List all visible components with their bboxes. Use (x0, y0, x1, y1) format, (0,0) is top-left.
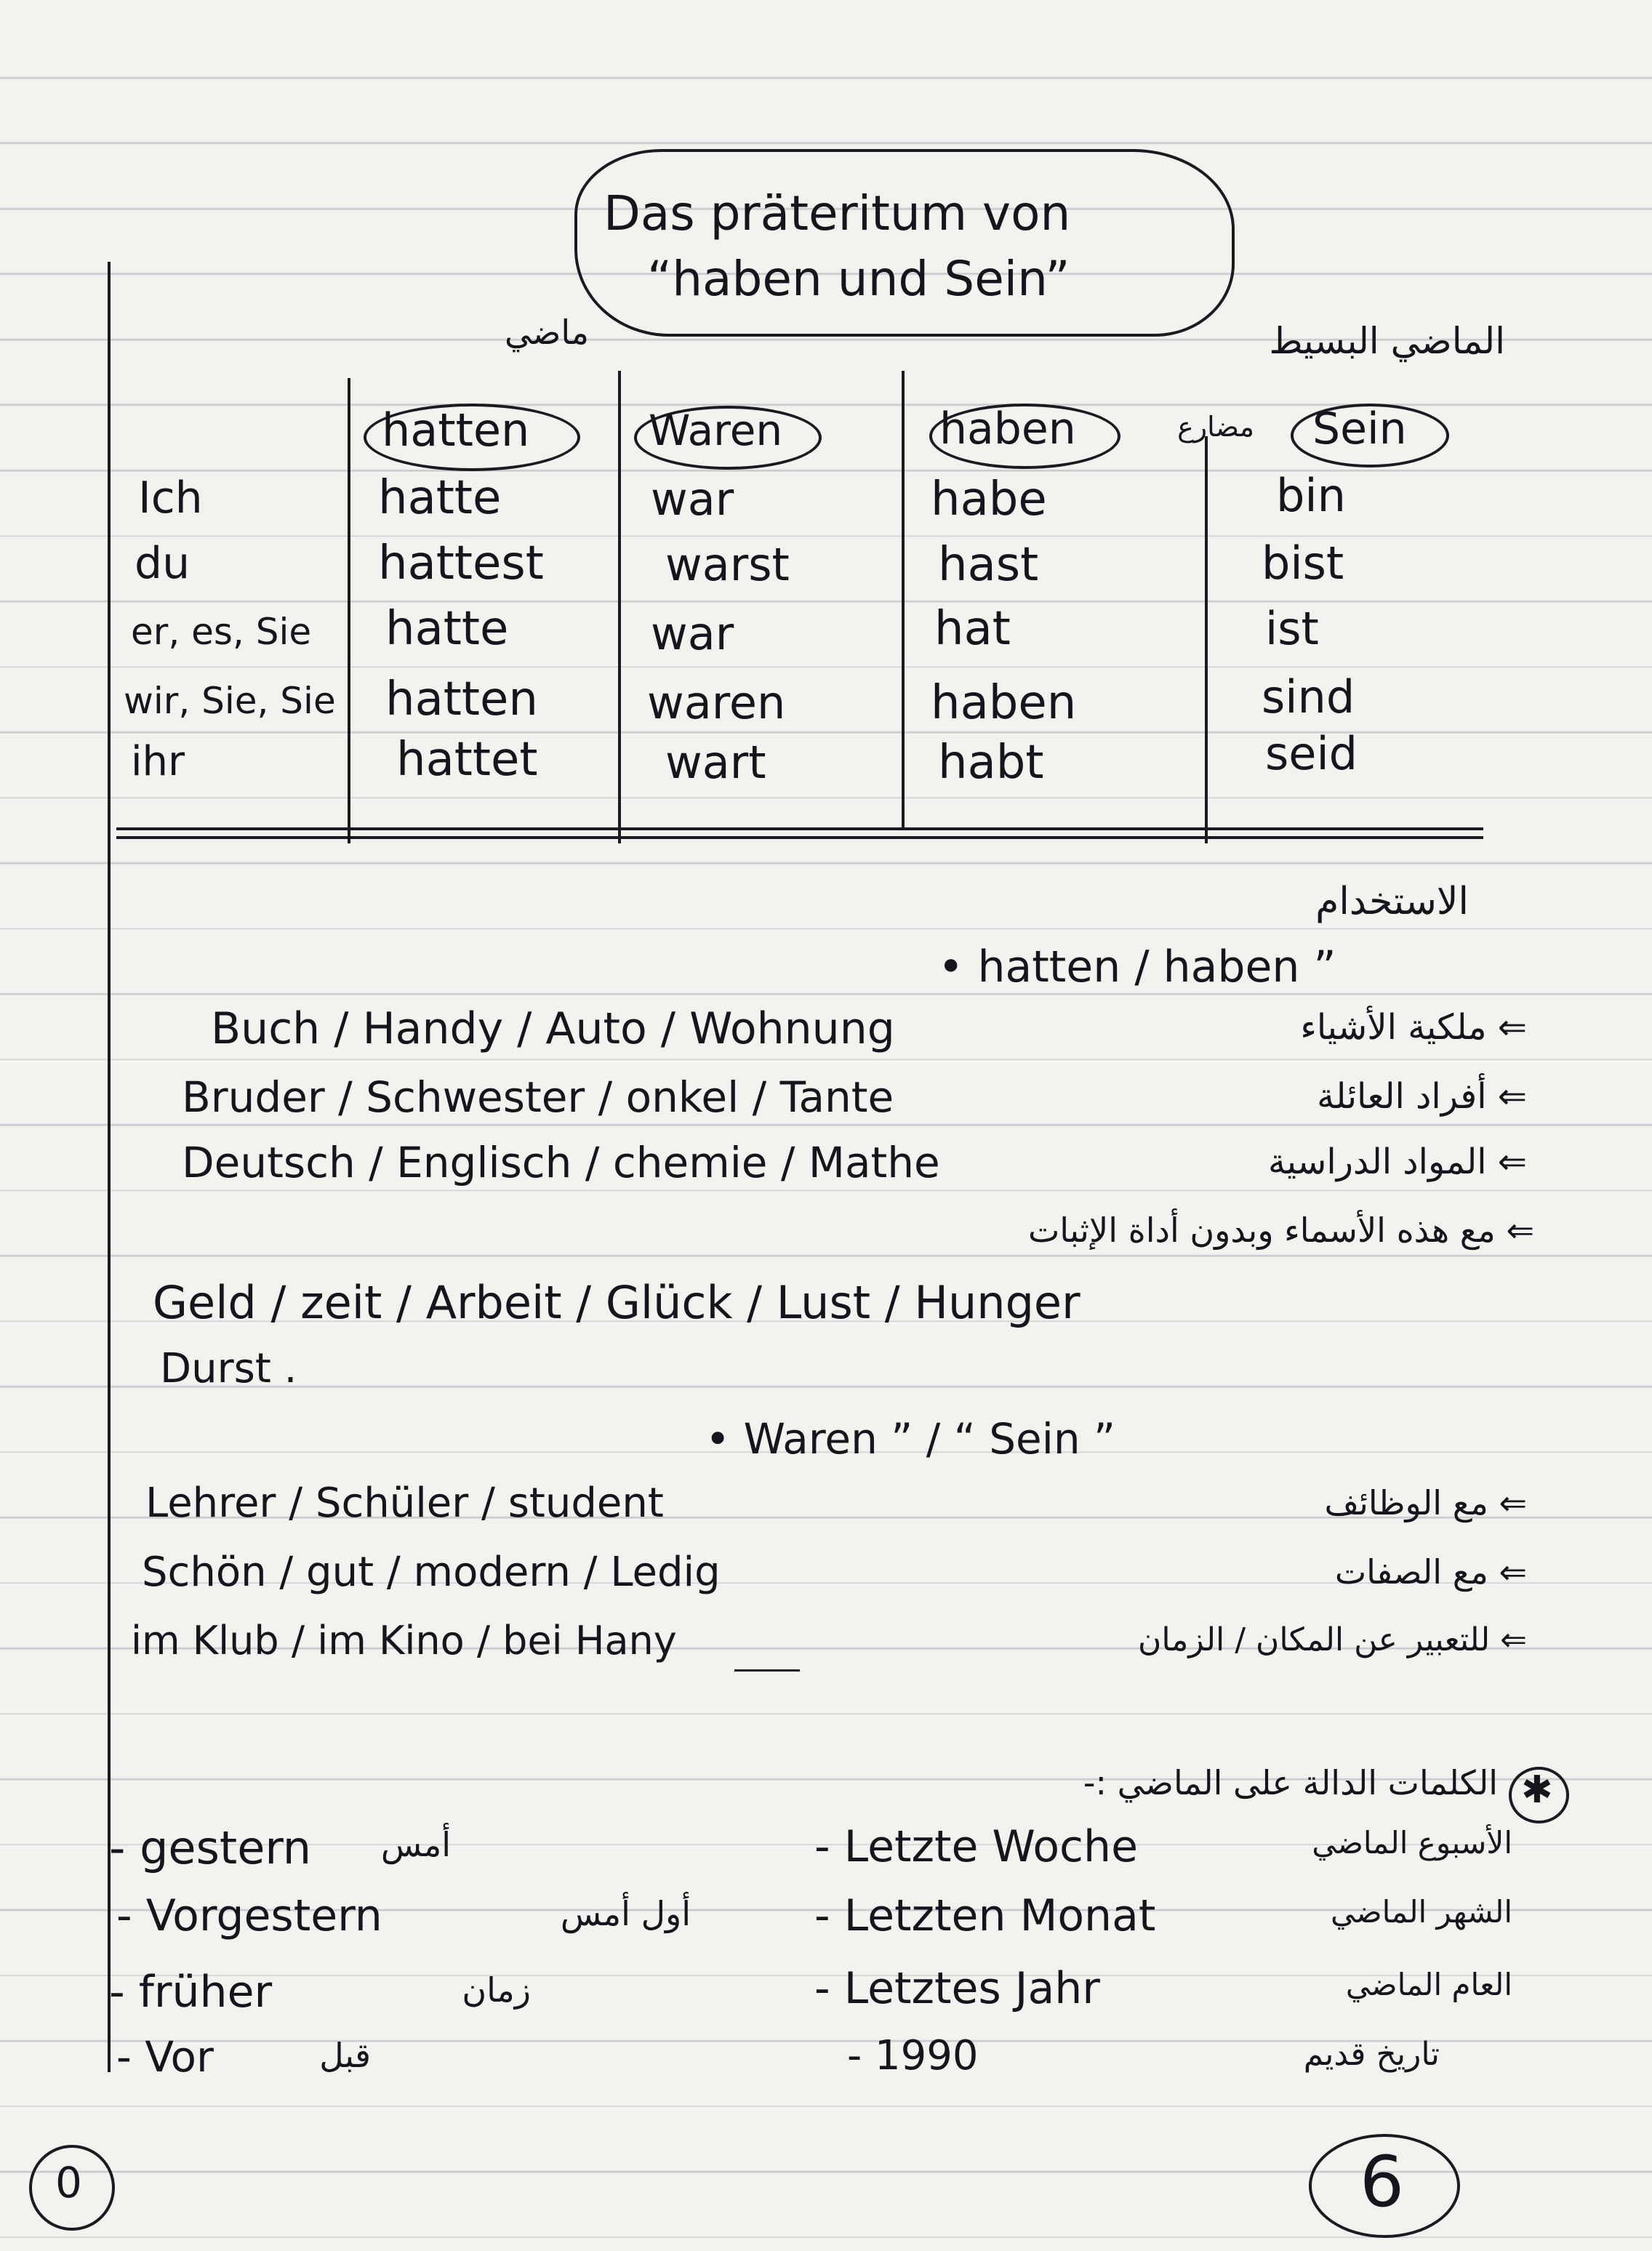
past-word-gestern: - gestern (109, 1821, 312, 1874)
table-col-divider-1 (348, 378, 350, 843)
past-word-letzte-woche: - Letzte Woche (814, 1821, 1138, 1872)
present-label-arabic: مضارع (1177, 411, 1254, 443)
past-word-vor-ar: قبل (319, 2036, 371, 2075)
past-word-letzte-woche-ar: الأسبوع الماضي (1312, 1825, 1512, 1861)
nouns-line-2: Durst . (160, 1345, 297, 1392)
waren-form-wir: waren (647, 676, 786, 729)
usage-heading: الاستخدام (1315, 880, 1469, 923)
sein-example-place: im Klub / im Kino / bei Hany (131, 1618, 677, 1664)
hatten-form-er: hatte (385, 602, 509, 656)
page-mark-left: 0 (55, 2158, 82, 2207)
haben-form-ich: habe (931, 473, 1047, 526)
past-word-letzten-monat: - Letzten Monat (814, 1890, 1156, 1941)
no-article-note: ⇐ مع هذه الأسماء وبدون أداة الإثبات (1027, 1211, 1534, 1250)
sein-category-jobs: ⇐ مع الوظائف (1324, 1483, 1527, 1522)
sein-example-jobs: Lehrer / Schüler / student (145, 1480, 664, 1527)
haben-form-ihr: habt (938, 736, 1044, 790)
hatten-example-subjects: Deutsch / Englisch / chemie / Mathe (182, 1138, 940, 1187)
waren-form-du: warst (665, 538, 790, 591)
sein-form-wir: sind (1262, 670, 1355, 723)
sein-example-adjectives: Schön / gut / modern / Ledig (142, 1549, 721, 1596)
table-col-divider-3 (902, 371, 905, 829)
page-number: 6 (1360, 2141, 1405, 2223)
hatten-form-ihr: hattet (396, 733, 538, 787)
waren-header: Waren (649, 406, 783, 455)
hatten-category-possessions: ⇐ ملكية الأشياء (1300, 1007, 1527, 1048)
haben-form-er: hat (934, 602, 1011, 656)
sein-form-er: ist (1265, 602, 1319, 655)
pronoun-du: du (135, 538, 191, 589)
past-word-gestern-ar: أمس (380, 1825, 451, 1864)
sein-form-ihr: seid (1265, 727, 1358, 780)
past-word-1990: - 1990 (847, 2032, 979, 2079)
hatten-form-du: hattest (378, 537, 544, 590)
hatten-haben-heading: • hatten / haben ” (938, 942, 1336, 992)
pronoun-er-es-sie: er, es, Sie (131, 611, 312, 653)
past-word-letzten-monat-ar: الشهر الماضي (1330, 1894, 1512, 1930)
sein-category-place: ⇐ للتعبير عن المكان / الزمان (1138, 1621, 1527, 1658)
title-line-1: Das präteritum von (604, 185, 1071, 241)
simple-past-label-arabic: الماضي البسيط (1269, 320, 1505, 362)
star-mark: ✱ (1521, 1768, 1553, 1812)
waren-form-er: war (651, 607, 734, 660)
sein-form-ich: bin (1276, 469, 1346, 522)
table-col-divider-4 (1205, 436, 1208, 843)
table-col-divider-2 (618, 371, 621, 843)
sein-category-adjectives: ⇐ مع الصفات (1334, 1552, 1527, 1592)
title-line-2: “haben und Sein” (647, 251, 1070, 307)
hatten-example-possessions: Buch / Handy / Auto / Wohnung (211, 1003, 895, 1054)
hatten-category-subjects: ⇐ المواد الدراسية (1267, 1141, 1527, 1182)
waren-form-ihr: wart (665, 736, 766, 789)
hatten-form-wir: hatten (385, 673, 538, 726)
haben-form-du: hast (938, 538, 1039, 592)
past-word-frueher-ar: زمان (462, 1970, 531, 2010)
hatten-category-family: ⇐ أفراد العائلة (1317, 1076, 1527, 1117)
sein-header: Sein (1312, 404, 1407, 454)
title-cloud (574, 149, 1235, 337)
margin-line (108, 262, 111, 2072)
table-bottom-line-2 (116, 836, 1483, 839)
past-word-vorgestern: - Vorgestern (116, 1890, 382, 1941)
past-word-vorgestern-ar: أول أمس (560, 1894, 691, 1933)
past-word-letztes-jahr: - Letztes Jahr (814, 1963, 1100, 2014)
past-label-arabic: ماضي (504, 313, 589, 352)
past-word-1990-ar: تاريخ قديم (1303, 2036, 1440, 2073)
haben-header: haben (939, 404, 1076, 454)
hatten-example-family: Bruder / Schwester / onkel / Tante (182, 1072, 894, 1122)
nouns-line-1: Geld / zeit / Arbeit / Glück / Lust / Hunger (153, 1276, 1080, 1329)
hatten-form-ich: hatte (378, 471, 502, 525)
haben-form-wir: haben (931, 676, 1077, 730)
past-words-heading: الكلمات الدالة على الماضي :- (1083, 1763, 1498, 1802)
pronoun-ich: Ich (138, 473, 203, 523)
waren-form-ich: war (651, 473, 734, 526)
pronoun-ihr: ihr (131, 738, 185, 785)
sein-form-du: bist (1262, 537, 1344, 590)
past-word-frueher: - früher (109, 1967, 273, 2018)
waren-sein-heading: • Waren ” / “ Sein ” (705, 1414, 1116, 1464)
bei-underline (734, 1669, 800, 1672)
past-word-vor: - Vor (116, 2032, 214, 2082)
pronoun-wir-sie-sie: wir, Sie, Sie (124, 680, 336, 722)
table-bottom-line (116, 827, 1483, 830)
hatten-header: hatten (382, 404, 530, 457)
past-word-letztes-jahr-ar: العام الماضي (1345, 1967, 1512, 2002)
